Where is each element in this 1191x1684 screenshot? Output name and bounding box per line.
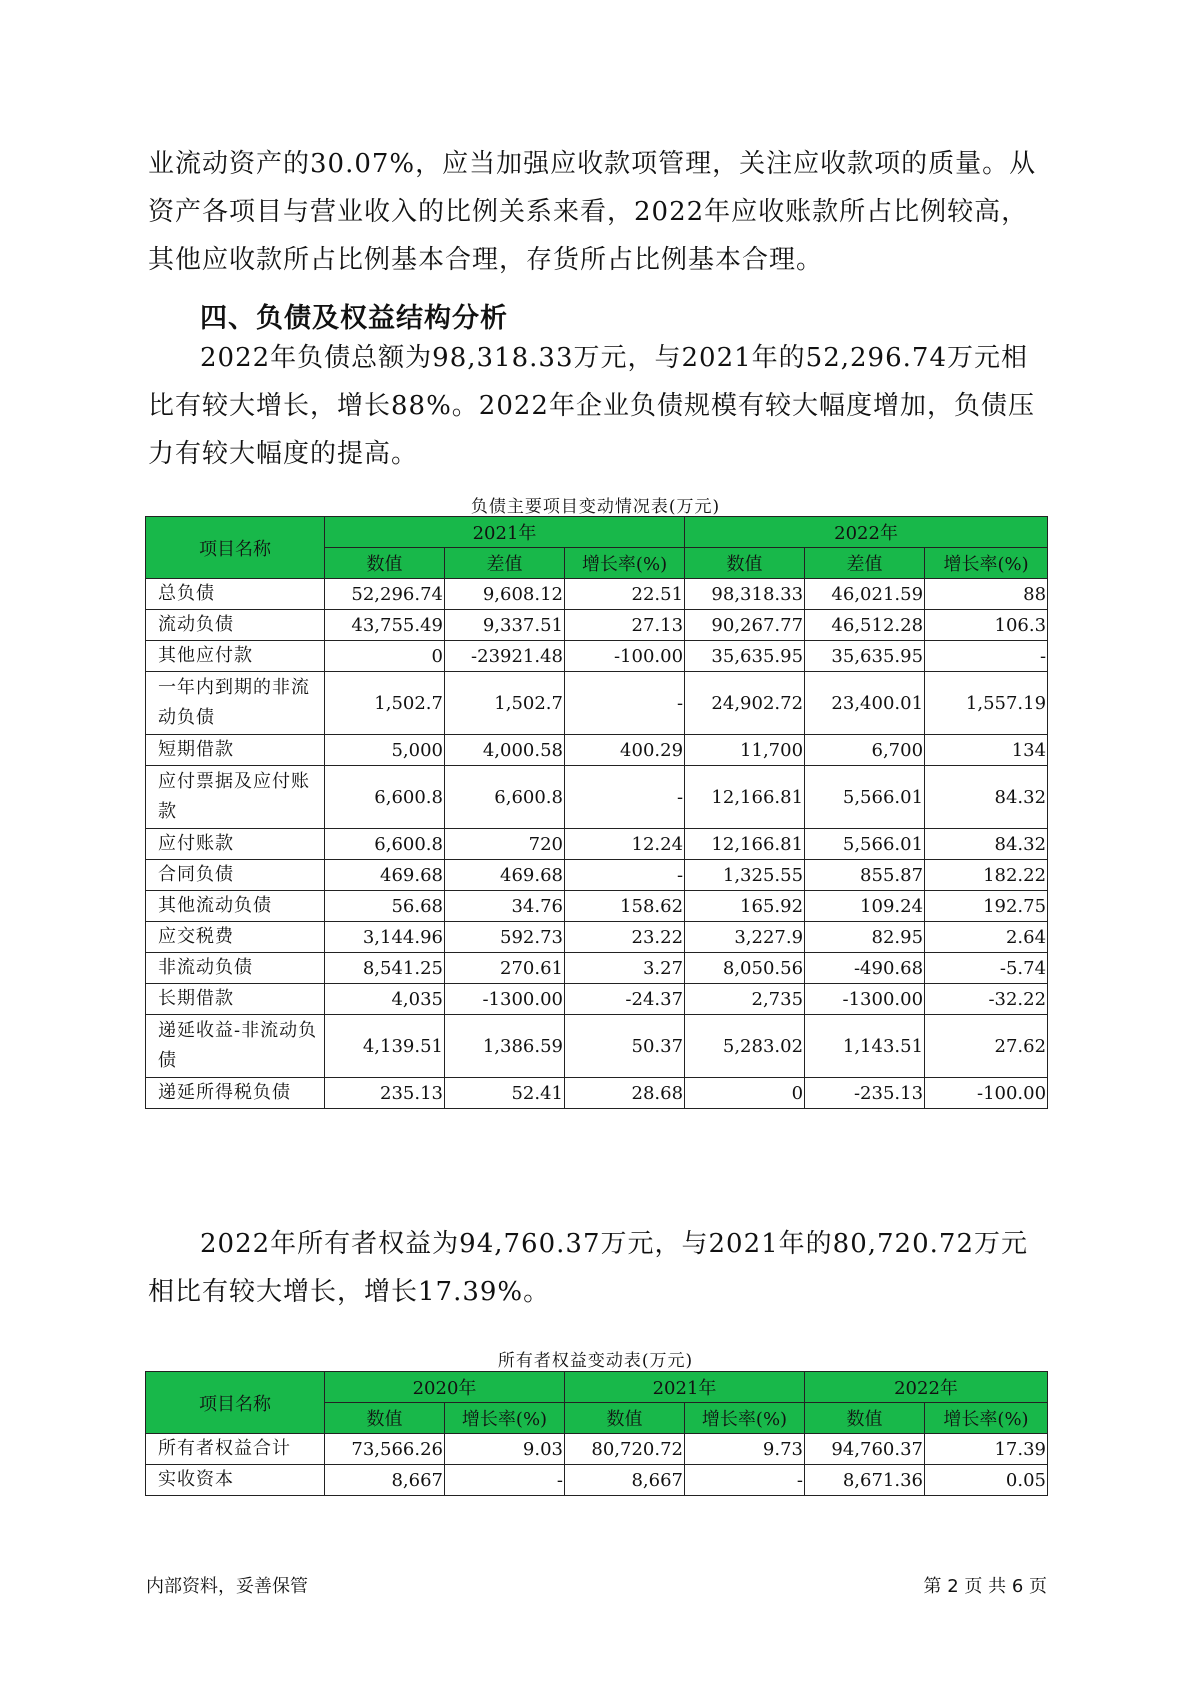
- cell-growth: 50.37: [565, 1015, 685, 1078]
- cell-value: 4,035: [325, 984, 445, 1015]
- cell-value: 165.92: [685, 891, 805, 922]
- row-label: 递延所得税负债: [146, 1078, 325, 1109]
- table-row: [146, 984, 1048, 1015]
- subheader-diff: 差值: [445, 548, 565, 579]
- cell-value: 98,318.33: [685, 579, 805, 610]
- row-label: 非流动负债: [146, 953, 325, 984]
- cell-diff: 9,608.12: [445, 579, 565, 610]
- cell-growth: -: [445, 1465, 565, 1496]
- cell-growth: 23.22: [565, 922, 685, 953]
- cell-value: 8,667: [325, 1465, 445, 1496]
- cell-value: 11,700: [685, 735, 805, 766]
- cell-diff: 4,000.58: [445, 735, 565, 766]
- row-label: 所有者权益合计: [146, 1434, 325, 1465]
- header-year-2022: 2022年: [685, 517, 1048, 548]
- table-row: [146, 891, 1048, 922]
- cell-value: 235.13: [325, 1078, 445, 1109]
- cell-diff: 5,566.01: [805, 829, 925, 860]
- equity-table-caption: 所有者权益变动表(万元): [497, 1351, 694, 1371]
- cell-growth: -: [565, 766, 685, 829]
- row-label: 其他应付款: [146, 641, 325, 672]
- cell-value: 8,541.25: [325, 953, 445, 984]
- table-row: [146, 860, 1048, 891]
- liability-paragraph: 2022年负债总额为98,318.33万元，与2021年的52,296.74万元相比有较大增长，增长88%。2022年企业负债规模有较大幅度增加，负债压力有较大幅度的提高。: [148, 343, 1035, 469]
- cell-growth: 27.13: [565, 610, 685, 641]
- cell-growth: 22.51: [565, 579, 685, 610]
- subheader-growth: 增长率(%): [685, 1403, 805, 1434]
- cell-diff: 592.73: [445, 922, 565, 953]
- cell-diff: 270.61: [445, 953, 565, 984]
- cell-growth: -100.00: [925, 1078, 1048, 1109]
- cell-diff: 52.41: [445, 1078, 565, 1109]
- subheader-growth: 增长率(%): [925, 548, 1048, 579]
- cell-diff: 23,400.01: [805, 672, 925, 735]
- footer-confidential-note: 内部资料，妥善保管: [146, 1576, 308, 1597]
- header-item-name: 项目名称: [146, 1372, 325, 1434]
- cell-value: 80,720.72: [565, 1434, 685, 1465]
- cell-diff: 5,566.01: [805, 766, 925, 829]
- cell-value: 35,635.95: [685, 641, 805, 672]
- cell-growth: 88: [925, 579, 1048, 610]
- header-year-2021: 2021年: [325, 517, 685, 548]
- cell-diff: -490.68: [805, 953, 925, 984]
- cell-value: 1,502.7: [325, 672, 445, 735]
- cell-diff: 6,700: [805, 735, 925, 766]
- table-row: [146, 672, 1048, 735]
- cell-growth: -: [925, 641, 1048, 672]
- cell-diff: 46,021.59: [805, 579, 925, 610]
- cell-value: 1,325.55: [685, 860, 805, 891]
- table-row: [146, 641, 1048, 672]
- cell-value: 8,667: [565, 1465, 685, 1496]
- row-label: 一年内到期的非流动负债: [146, 672, 325, 735]
- table-row: [146, 766, 1048, 829]
- cell-value: 24,902.72: [685, 672, 805, 735]
- cell-value: 8,671.36: [805, 1465, 925, 1496]
- liability-table-caption: 负债主要项目变动情况表(万元): [470, 497, 721, 517]
- cell-growth: 1,557.19: [925, 672, 1048, 735]
- cell-growth: 27.62: [925, 1015, 1048, 1078]
- cell-value: 2,735: [685, 984, 805, 1015]
- cell-value: 3,144.96: [325, 922, 445, 953]
- cell-diff: 109.24: [805, 891, 925, 922]
- cell-growth: 17.39: [925, 1434, 1048, 1465]
- cell-diff: 469.68: [445, 860, 565, 891]
- header-year-2022: 2022年: [805, 1372, 1048, 1403]
- cell-value: 12,166.81: [685, 829, 805, 860]
- cell-value: 56.68: [325, 891, 445, 922]
- cell-growth: 3.27: [565, 953, 685, 984]
- cell-growth: 182.22: [925, 860, 1048, 891]
- cell-value: 8,050.56: [685, 953, 805, 984]
- cell-value: 5,000: [325, 735, 445, 766]
- cell-value: 0: [685, 1078, 805, 1109]
- subheader-growth: 增长率(%): [445, 1403, 565, 1434]
- cell-value: 3,227.9: [685, 922, 805, 953]
- cell-value: 52,296.74: [325, 579, 445, 610]
- liability-table: [145, 516, 1048, 1109]
- subheader-value: 数值: [565, 1403, 685, 1434]
- cell-diff: 1,143.51: [805, 1015, 925, 1078]
- table-row: [146, 1078, 1048, 1109]
- cell-value: 6,600.8: [325, 766, 445, 829]
- cell-value: 90,267.77: [685, 610, 805, 641]
- subheader-value: 数值: [805, 1403, 925, 1434]
- cell-value: 5,283.02: [685, 1015, 805, 1078]
- table-row: [146, 922, 1048, 953]
- table-row: [146, 829, 1048, 860]
- cell-growth: 84.32: [925, 766, 1048, 829]
- cell-diff: 855.87: [805, 860, 925, 891]
- cell-diff: -1300.00: [805, 984, 925, 1015]
- row-label: 应付账款: [146, 829, 325, 860]
- cell-value: 4,139.51: [325, 1015, 445, 1078]
- equity-table: [145, 1371, 1048, 1496]
- cell-growth: -: [565, 672, 685, 735]
- row-label: 其他流动负债: [146, 891, 325, 922]
- table-row: [146, 610, 1048, 641]
- cell-diff: 1,502.7: [445, 672, 565, 735]
- row-label: 递延收益-非流动负债: [146, 1015, 325, 1078]
- subheader-diff: 差值: [805, 548, 925, 579]
- subheader-growth: 增长率(%): [565, 548, 685, 579]
- cell-growth: 28.68: [565, 1078, 685, 1109]
- cell-growth: 2.64: [925, 922, 1048, 953]
- cell-diff: 9,337.51: [445, 610, 565, 641]
- table-row: [146, 579, 1048, 610]
- cell-growth: -24.37: [565, 984, 685, 1015]
- cell-value: 6,600.8: [325, 829, 445, 860]
- row-label: 实收资本: [146, 1465, 325, 1496]
- table-row: [146, 953, 1048, 984]
- cell-value: 469.68: [325, 860, 445, 891]
- cell-growth: 84.32: [925, 829, 1048, 860]
- cell-value: 12,166.81: [685, 766, 805, 829]
- cell-diff: 720: [445, 829, 565, 860]
- table-row: [146, 1015, 1048, 1078]
- table-row: [146, 1465, 1048, 1496]
- cell-diff: 6,600.8: [445, 766, 565, 829]
- table-row: [146, 1434, 1048, 1465]
- cell-diff: -23921.48: [445, 641, 565, 672]
- cell-growth: 0.05: [925, 1465, 1048, 1496]
- section-heading: 四、负债及权益结构分析: [200, 303, 508, 334]
- row-label: 流动负债: [146, 610, 325, 641]
- row-label: 总负债: [146, 579, 325, 610]
- row-label: 长期借款: [146, 984, 325, 1015]
- table-row: [146, 735, 1048, 766]
- page-number: 第 2 页 共 6 页: [923, 1576, 1047, 1597]
- cell-growth: 12.24: [565, 829, 685, 860]
- row-label: 合同负债: [146, 860, 325, 891]
- cell-value: 0: [325, 641, 445, 672]
- cell-value: 43,755.49: [325, 610, 445, 641]
- cell-growth: 106.3: [925, 610, 1048, 641]
- subheader-value: 数值: [685, 548, 805, 579]
- equity-paragraph: 2022年所有者权益为94,760.37万元，与2021年的80,720.72万元相比有较大增长，增长17.39%。: [148, 1229, 1028, 1307]
- header-year-2020: 2020年: [325, 1372, 565, 1403]
- header-year-2021: 2021年: [565, 1372, 805, 1403]
- subheader-value: 数值: [325, 1403, 445, 1434]
- subheader-growth: 增长率(%): [925, 1403, 1048, 1434]
- subheader-value: 数值: [325, 548, 445, 579]
- cell-growth: -100.00: [565, 641, 685, 672]
- cell-growth: -32.22: [925, 984, 1048, 1015]
- header-item-name: 项目名称: [146, 517, 325, 579]
- cell-diff: -235.13: [805, 1078, 925, 1109]
- cell-value: 94,760.37: [805, 1434, 925, 1465]
- intro-paragraph: 业流动资产的30.07%，应当加强应收款项管理，关注应收款项的质量。从资产各项目与营业收入的比例关系来看，2022年应收账款所占比例较高，其他应收款所占比例基本合理，存货所占比例基本合理。: [148, 149, 1037, 275]
- cell-growth: 134: [925, 735, 1048, 766]
- row-label: 应付票据及应付账款: [146, 766, 325, 829]
- cell-growth: 192.75: [925, 891, 1048, 922]
- row-label: 短期借款: [146, 735, 325, 766]
- cell-growth: 9.03: [445, 1434, 565, 1465]
- cell-growth: -: [685, 1465, 805, 1496]
- cell-diff: 46,512.28: [805, 610, 925, 641]
- cell-growth: 158.62: [565, 891, 685, 922]
- cell-growth: 400.29: [565, 735, 685, 766]
- cell-growth: -: [565, 860, 685, 891]
- cell-growth: 9.73: [685, 1434, 805, 1465]
- row-label: 应交税费: [146, 922, 325, 953]
- cell-diff: -1300.00: [445, 984, 565, 1015]
- cell-growth: -5.74: [925, 953, 1048, 984]
- cell-diff: 34.76: [445, 891, 565, 922]
- cell-diff: 82.95: [805, 922, 925, 953]
- cell-value: 73,566.26: [325, 1434, 445, 1465]
- cell-diff: 1,386.59: [445, 1015, 565, 1078]
- cell-diff: 35,635.95: [805, 641, 925, 672]
